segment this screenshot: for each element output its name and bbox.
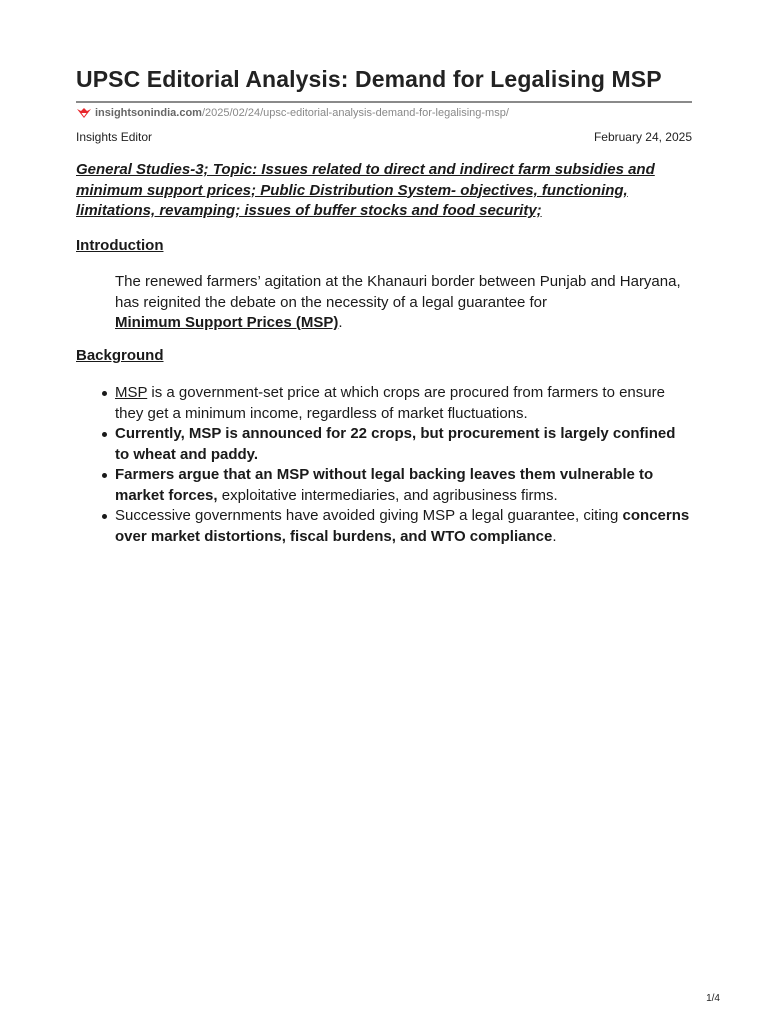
url-path: /2025/02/24/upsc-editorial-analysis-demand-for-legalising-msp/ [201,107,509,119]
publish-date: February 24, 2025 [593,130,692,144]
article-title: UPSC Editorial Analysis: Demand for Legalising MSP [76,66,662,92]
page-number: 1/4 [706,993,720,1004]
item1-text: is a government-set price at which crops are procured from farmers to ensure they get a minimum income, regardless of market fluctuations. [115,384,665,422]
introduction-paragraph [115,272,692,334]
msp-term-link[interactable]: MSP [115,384,148,401]
item4-bold: concerns over market distortions, fiscal burdens, and WTO compliance [115,507,690,545]
background-list [115,383,692,547]
source-url[interactable] [76,107,509,119]
url-domain: insightsonindia.com [95,107,202,119]
insights-logo-icon [76,107,92,119]
item3-text: exploitative intermediaries, and agribusiness firms. [217,486,558,504]
item3-bold: Farmers argue that an MSP without legal backing leaves them vulnerable to market forces, [115,466,654,504]
author: Insights Editor [76,130,153,144]
introduction-heading: Introduction [76,237,164,254]
title-divider [76,101,692,103]
item2-text: Currently, MSP is announced for 22 crops, but procurement is largely confined to wheat and paddy. [115,425,676,463]
article-meta [76,130,692,144]
introduction-end: . [338,314,343,331]
introduction-text: The renewed farmers’ agitation at the Khanauri border between Punjab and Haryana, has reignited the debate on the necessity of a legal guarantee for [115,273,681,311]
msp-link[interactable]: Minimum Support Prices (MSP) [115,314,339,331]
background-heading: Background [76,347,164,364]
item4-text: Successive governments have avoided giving MSP a legal guarantee, citing [115,507,623,524]
list-item [115,383,692,424]
list-item [115,424,692,465]
item4-end: . [552,527,557,545]
syllabus-topic: General Studies-3; Topic: Issues related to direct and indirect farm subsidies and minimum support prices; Public Distribution System- objectives, functioning, limitations, revamping; issues of buffer stocks and food security; [76,161,655,219]
list-item [115,465,692,506]
list-item [115,506,692,547]
